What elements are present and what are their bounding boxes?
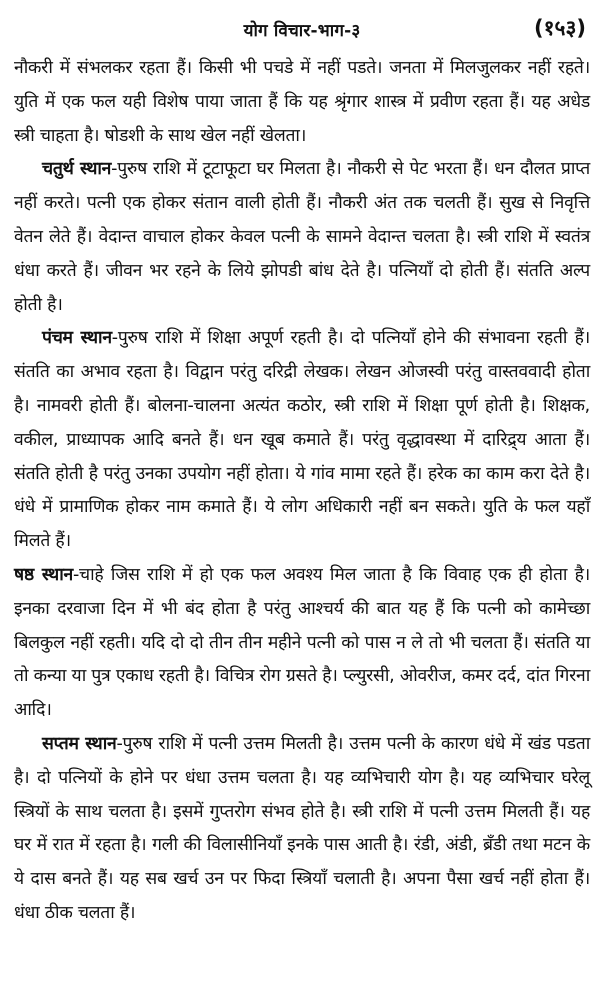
section-heading: सप्तम स्थान (42, 733, 117, 754)
paragraph-continuation (14, 52, 590, 153)
paragraph-fourth-house (14, 153, 590, 322)
paragraph-text: -पुरुष राशि में पत्नी उत्तम मिलती है। उत्तम पत्नी के कारण धंधे में खंड पडता है। दो पत्नियों के होने पर धंधा उत्तम चलता है। यह व्यभिचारी योग है। यह व्यभिचार घरेलू स्त्रियों के साथ चलता है। इसमें गुप्तरोग संभव होते है। स्त्री राशि में पत्नी उत्तम मिलती हैं। यह घर में रात में रहता है। गली की विलासीनियाँ इनके पास आती है। रंडी, अंडी, ब्रँडी तथा मटन के ये दास बनते हैं। यह सब खर्च उन पर फिदा स्त्रियाँ चलाती है। अपना पैसा खर्च नहीं होता हैं। धंधा ठीक चलता हैं। (14, 733, 590, 923)
paragraph-seventh-house (14, 728, 590, 931)
body-text (14, 52, 590, 931)
paragraph-text: -पुरुष राशि में शिक्षा अपूर्ण रहती है। दो पत्नियाँ होने की संभावना रहती हैं। संतति का अभाव रहता है। विद्वान परंतु दरिद्री लेखक। लेखन ओजस्वी परंतु वास्तववादी होता है। नामवरी होती हैं। बोलना-चालना अत्यंत कठोर, स्त्री राशि में शिक्षा पूर्ण होती है। शिक्षक, वकील, प्राध्यापक आदि बनते हैं। धन खूब कमाते हैं। परंतु वृद्धावस्था में दारिद्र्य आता हैं। संतति होती है परंतु उनका उपयोग नहीं होता। ये गांव मामा रहते हैं। हरेक का काम करा देते है। धंधे में प्रामाणिक होकर नाम कमाते हैं। ये लोग अधिकारी नहीं बन सकते। युति के फल यहाँ मिलते हैं। (14, 328, 590, 552)
running-title: योग विचार-भाग-३ (243, 21, 361, 41)
paragraph-text: -चाहे जिस राशि में हो एक फल अवश्य मिल जाता है कि विवाह एक ही होता है। इनका दरवाजा दिन में भी बंद होता है परंतु आश्चर्य की बात यह हैं कि पत्नी को कामेच्छा बिलकुल नहीं रहती। यदि दो दो तीन तीन महीने पत्नी को पास न ले तो भी चलता हैं। संतति या तो कन्या या पुत्र एकाध रहती है। विचित्र रोग ग्रसते है। प्ल्युरसी, ओवरीज, कमर दर्द, दांत गिरना आदि। (14, 564, 590, 721)
paragraph-fifth-house (14, 322, 590, 559)
paragraph-text: नौकरी में संभलकर रहता हैं। किसी भी पचडे में नहीं पडते। जनता में मिलजुलकर नहीं रहते। युति में एक फल यही विशेष पाया जाता हैं कि यह श्रृंगार शास्त्र में प्रवीण रहता हैं। यह अधेड स्त्री चाहता है। षोडशी के साथ खेल नहीं खेलता। (14, 58, 590, 146)
page-header (14, 0, 590, 52)
section-heading: षष्ठ स्थान (14, 564, 73, 585)
paragraph-text: -पुरुष राशि में टूटाफूटा घर मिलता है। नौकरी से पेट भरता हैं। धन दौलत प्राप्त नहीं करते। पत्नी एक होकर संतान वाली होती हैं। नौकरी अंत तक चलती हैं। सुख से निवृत्ति वेतन लेते हैं। वेदान्त वाचाल होकर केवल पत्नी के सामने वेदान्त चलता है। स्त्री राशि में स्वतंत्र धंधा करते हैं। जीवन भर रहने के लिये झोपडी बांध देते है। पत्नियाँ दो होती हैं। संतति अल्प होती है। (14, 159, 591, 315)
paragraph-sixth-house (14, 559, 590, 728)
section-heading: पंचम स्थान (42, 328, 112, 349)
page-number: (१५३) (534, 16, 586, 40)
section-heading: चतुर्थ स्थान (42, 159, 112, 180)
